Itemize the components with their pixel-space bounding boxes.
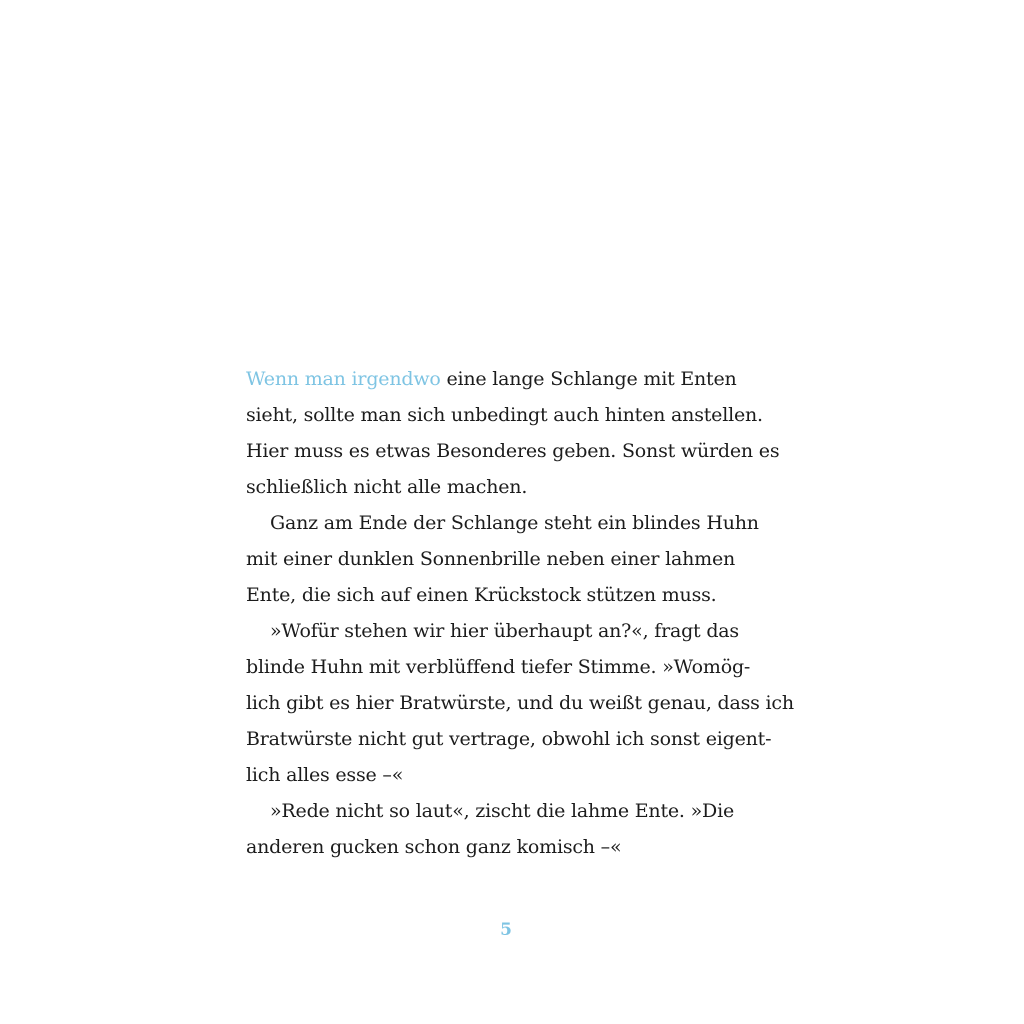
text-line-2: sieht, sollte man sich unbedingt auch hinten anstellen. bbox=[246, 404, 763, 426]
text-line-9: blinde Huhn mit verblüffend tiefer Stimme. »Womög- bbox=[246, 656, 751, 678]
text-line-7: Ente, die sich auf einen Krückstock stützen muss. bbox=[246, 584, 717, 606]
text-line-5: Ganz am Ende der Schlange steht ein blindes Huhn bbox=[270, 512, 759, 534]
text-line-12: lich alles esse –« bbox=[246, 764, 404, 786]
text-line-1-rest: eine lange Schlange mit Enten bbox=[440, 368, 737, 390]
lead-in-text: Wenn man irgendwo bbox=[246, 368, 441, 390]
text-line-1 bbox=[246, 361, 806, 397]
text-line-8: »Wofür stehen wir hier überhaupt an?«, fragt das bbox=[270, 620, 739, 642]
text-line-11: Bratwürste nicht gut vertrage, obwohl ich sonst eigent- bbox=[246, 728, 772, 750]
text-line-13: »Rede nicht so laut«, zischt die lahme Ente. »Die bbox=[270, 800, 734, 822]
text-line-3: Hier muss es etwas Besonderes geben. Sonst würden es bbox=[246, 440, 780, 462]
book-page-text bbox=[246, 361, 806, 865]
text-line-10: lich gibt es hier Bratwürste, und du weißt genau, dass ich bbox=[246, 692, 794, 714]
text-line-14: anderen gucken schon ganz komisch –« bbox=[246, 836, 622, 858]
page-number: 5 bbox=[500, 920, 512, 940]
text-line-6: mit einer dunklen Sonnenbrille neben einer lahmen bbox=[246, 548, 736, 570]
text-line-4: schließlich nicht alle machen. bbox=[246, 476, 528, 498]
